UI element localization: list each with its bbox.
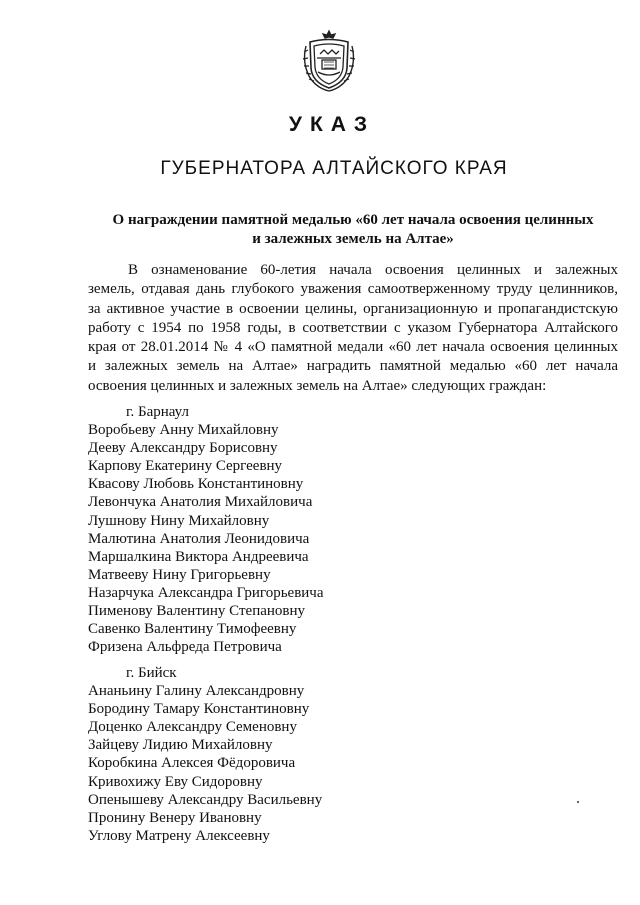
recipient-name: Левончука Анатолия Михайловича bbox=[88, 494, 313, 511]
document-title: УКАЗ bbox=[288, 113, 376, 136]
recipients-group-biysk bbox=[88, 664, 608, 845]
recipient-name: Ананьину Галину Александровну bbox=[88, 683, 305, 700]
heading-line: и залежных земель на Алтае» bbox=[252, 231, 454, 247]
decree-body bbox=[88, 261, 618, 396]
body-line: В ознаменование 60-летия начала освоения целинных и залежных bbox=[128, 262, 618, 278]
heading-line: О награждении памятной медалью «60 лет начала освоения целинных bbox=[112, 212, 594, 228]
recipient-name: Назарчука Александра Григорьевича bbox=[88, 584, 324, 601]
recipient-name: Савенко Валентину Тимофеевну bbox=[88, 621, 297, 638]
city-label: г. Барнаул bbox=[126, 404, 189, 420]
city-label: г. Бийск bbox=[126, 665, 177, 681]
recipient-name: Карпову Екатерину Сергеевну bbox=[88, 458, 283, 475]
body-line: за активное участие в освоении целины, организационную и пропагандистскую bbox=[88, 300, 618, 317]
recipient-name: Зайцеву Лидию Михайловну bbox=[88, 737, 273, 754]
body-line: края от 28.01.2014 № 4 «О памятной медали «60 лет начала освоения целинных bbox=[88, 339, 618, 356]
recipient-name: Квасову Любовь Константиновну bbox=[88, 476, 304, 493]
recipient-name: Бородину Тамару Константиновну bbox=[88, 701, 310, 718]
recipient-name: Малютина Анатолия Леонидовича bbox=[88, 530, 310, 547]
recipient-name: Пронину Венеру Ивановну bbox=[88, 809, 262, 826]
recipient-name: Маршалкина Виктора Андреевича bbox=[88, 548, 309, 565]
recipient-name: Матвееву Нину Григорьевну bbox=[88, 566, 271, 583]
recipients-group-barnaul bbox=[88, 403, 608, 656]
recipient-name: Доценко Александру Семеновну bbox=[88, 719, 297, 736]
body-line: и залежных земель на Алтае» наградить памятной медалью «60 лет начала bbox=[88, 358, 618, 375]
recipient-name: Кривохижу Еву Сидоровну bbox=[88, 773, 263, 790]
recipient-name: Дееву Александру Борисовну bbox=[88, 440, 278, 457]
recipient-name: Коробкина Алексея Фёдоровича bbox=[88, 755, 296, 772]
coat-of-arms-emblem bbox=[300, 28, 358, 94]
recipient-name: Лушнову Нину Михайловну bbox=[88, 512, 270, 529]
scan-speck bbox=[577, 801, 579, 803]
body-line: освоения целинных и залежных земель на Алтае» следующих граждан: bbox=[88, 377, 547, 394]
recipient-name: Воробьеву Анну Михайловну bbox=[88, 422, 279, 439]
recipient-name: Пименову Валентину Степановну bbox=[88, 603, 306, 620]
recipient-name: Фризена Альфреда Петровича bbox=[88, 639, 282, 656]
document-subtitle: ГУБЕРНАТОРА АЛТАЙСКОГО КРАЯ bbox=[160, 158, 508, 179]
recipient-name: Опенышеву Александру Васильевну bbox=[88, 791, 323, 808]
body-line: земель, отдавая дань глубокого уважения самоотверженному труду целинников, bbox=[88, 281, 618, 298]
decree-heading bbox=[88, 211, 618, 249]
body-line: работу с 1954 по 1958 годы, в соответствии с указом Губернатора Алтайского bbox=[88, 319, 618, 336]
recipient-name: Углову Матрену Алексеевну bbox=[88, 827, 270, 844]
